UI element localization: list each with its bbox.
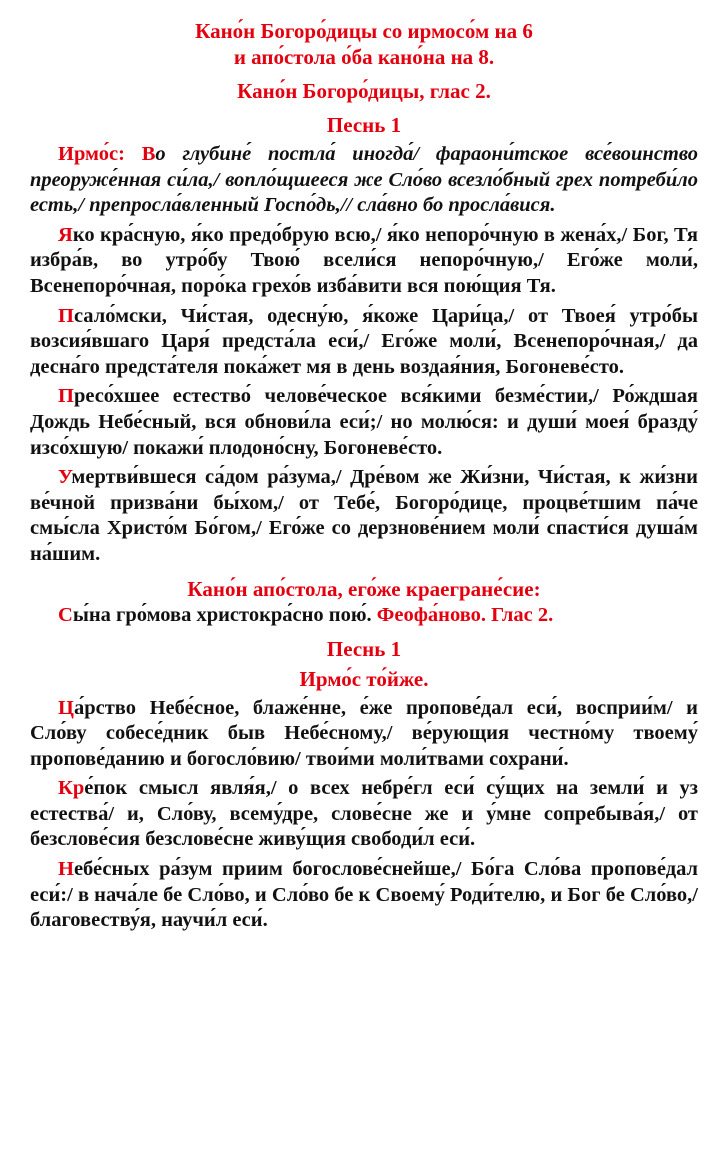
- irmos-text: о глубине́ постла́ иногда́/ фараони́тское все́воинство преоруже́нная си́ла,/ вопло́щшееся же Сло́во всезло́бный грех потреби́ло есть,/ препросла́вленный Госпо́дь,// сла́вно бо просла́вися.: [30, 143, 698, 217]
- acrostic-initial: С: [58, 603, 73, 626]
- troparion-initial: Ц: [58, 696, 74, 719]
- troparion: [30, 384, 698, 461]
- troparion: [30, 465, 698, 567]
- troparion-text: ресо́хшее естество́ челове́ческое вся́кими безме́стии,/ Ро́ждшая Дождь Небе́сный, вся обнови́ла еси́;/ но молю́ся: и души́ моея́ бразду́ изсо́хшую/ покажи́ плодоно́сну, Богоневе́сто.: [30, 385, 698, 459]
- troparion-initial: Я: [58, 223, 73, 246]
- irmos-initial: В: [141, 143, 156, 165]
- author-tone: Феофа́ново. Глас 2.: [376, 603, 554, 626]
- troparion-initial: П: [58, 304, 74, 327]
- irmos-paragraph: [30, 142, 698, 219]
- troparion-text: мертви́вшеся са́дом ра́зума,/ Дре́вом же Жи́зни, Чи́стая, к жи́зни ве́чной призва́ни бы́хом,/ от Тебе́, Богоро́дице, процве́тшим па́че смы́сла Христо́м Бо́гом,/ Его́же со дерзнове́нием моли́ спасти́ся душа́м на́шим.: [30, 466, 698, 565]
- troparion: [30, 696, 698, 773]
- troparion-text: сало́мски, Чи́стая, одесну́ю, я́коже Цари́ца,/ от Твоея́ утро́бы возсия́вшаго Царя́ предста́ла еси́,/ Его́же моли́, Всенепоро́чная,/ да десна́го предста́теля пока́жет мя в день воздая́ния, Богоневе́сто.: [30, 304, 698, 378]
- troparion-text: ебе́сных ра́зум приим богослове́снейше,/ Бо́га Сло́ва пропове́дал еси́:/ в нача́ле бе Сло́во, и Сло́во бе к Своему́ Роди́телю, и Бог бе Сло́во,/ благовеству́я, научи́л еси́.: [30, 858, 698, 932]
- irmos-label: Ирмо́с:: [58, 143, 142, 165]
- troparion-initial: У: [58, 466, 72, 489]
- acrostic-text: ы́на гро́мова христокра́сно пою́.: [72, 603, 372, 626]
- apostle-canon-heading: Кано́н апо́стола, его́же краегране́сие:: [187, 576, 541, 601]
- irmos-same-note: Ирмо́с то́йже.: [299, 666, 429, 691]
- canon-title-line2: и апо́стола о́ба кано́на на 8.: [233, 45, 495, 69]
- troparion-text: е́пок смысл явля́я,/ о всех небре́гл еси́ су́щих на земли́ и уз естества́/ и, Сло́ву, всему́дре, слове́сне же и у́мне сопребыва́я,/ от безслове́сия безслове́сне живу́щия свободи́л еси́.: [30, 777, 698, 851]
- apostle-ode-1-heading: Песнь 1: [326, 636, 402, 661]
- acrostic-line: [30, 602, 698, 628]
- troparion: [30, 857, 698, 934]
- troparion: [30, 223, 698, 300]
- troparion-text: а́рство Небе́сное, блаже́нне, е́же пропове́дал еси́, восприи́м/ и Сло́ву собесе́дник быв Небе́сному,/ ве́рующия честно́му твоему́ пропове́данию и богосло́вию/ твои́ми моли́твами сохрани́.: [30, 696, 698, 770]
- troparion-initial: Кр: [58, 777, 85, 800]
- troparion-text: ко кра́сную, я́ко предо́брую всю,/ я́ко непоро́чную в жена́х,/ Бог, Тя избра́в, во утро́бу Твою́ всели́ся непоро́чную,/ Его́же моли́, Всенепоро́чная, поро́ка грехо́в изба́вити вся пою́щия Тя.: [30, 223, 698, 297]
- canon-title-line1: Кано́н Богоро́дицы со ирмосо́м на 6: [195, 19, 533, 43]
- ode-1-heading: Песнь 1: [326, 113, 402, 137]
- troparion: [30, 304, 698, 381]
- troparion: [30, 776, 698, 853]
- theotokos-canon-tone: Кано́н Богоро́дицы, глас 2.: [237, 79, 491, 103]
- troparion-initial: П: [58, 385, 74, 408]
- troparion-initial: Н: [58, 858, 74, 881]
